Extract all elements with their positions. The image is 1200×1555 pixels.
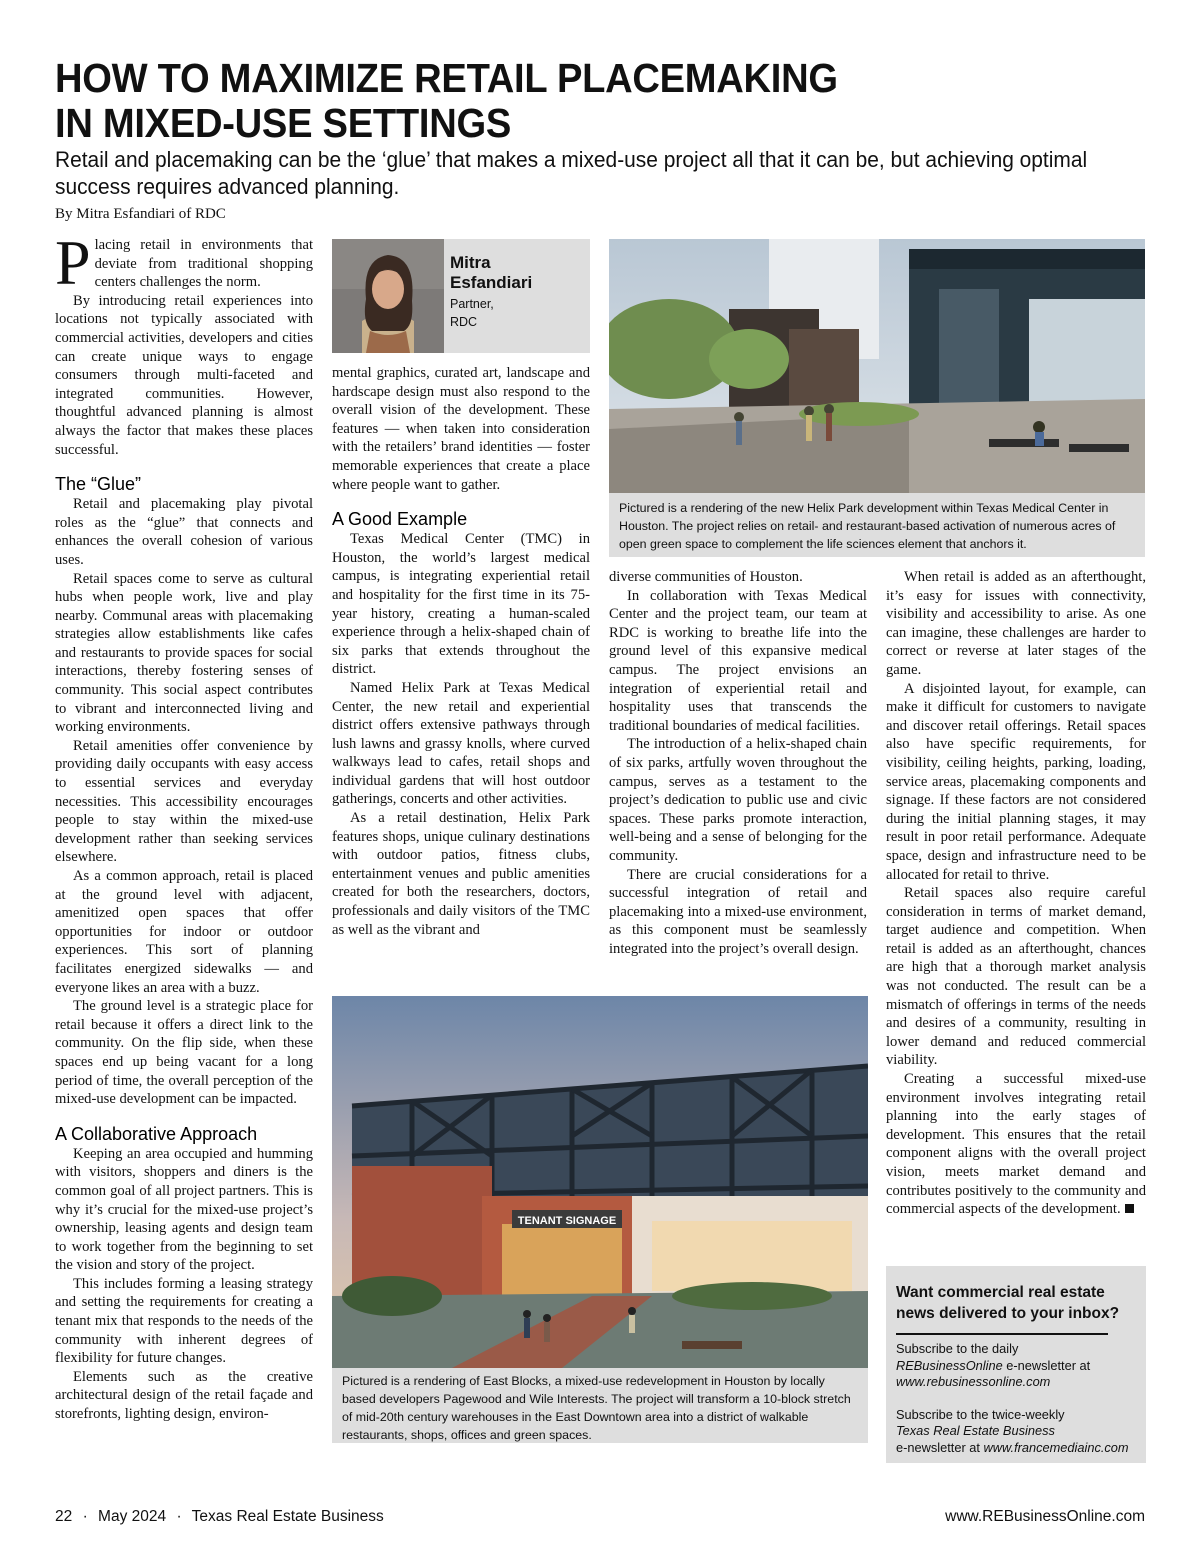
paragraph: Elements such as the creative architectural design of the retail façade and storefronts, lighting design, environ- — [55, 1368, 313, 1423]
column-1 — [55, 227, 313, 1424]
headline — [55, 56, 1078, 146]
newsletter-link[interactable]: www.rebusinessonline.com — [896, 1374, 1051, 1389]
paragraph: The ground level is a strategic place for retail because it offers a direct link to the community. On the flip side, when these spaces end up being vacant for a long period of time, the overall perception of the mixed-use development can be impacted. — [55, 998, 313, 1108]
author-profile — [332, 239, 590, 353]
byline: By Mitra Esfandiari of RDC — [55, 206, 226, 222]
author-name: Mitra Esfandiari — [450, 253, 533, 292]
tenant-signage-text: TENANT SIGNAGE — [517, 1215, 617, 1227]
paragraph: As a retail destination, Helix Park features shops, unique culinary destinations with outdoor patios, fitness clubs, entertainment venues and public amenities created for both the researchers, doctors, professionals and daily visitors of the TMC as well as the vibrant and — [332, 810, 590, 938]
subhead-example: A Good Example — [332, 509, 468, 530]
paragraph: This includes forming a leasing strategy and setting the requirements for creating a tenant mix that responds to the needs of the community with inherent degrees of flexibility for future changes. — [55, 1275, 313, 1367]
paragraph: A disjointed layout, for example, can make it difficult for customers to navigate and discover retail offerings. Retail spaces also have specific requirements, for visibility, ceiling heights, parking, loading, service areas, placemaking components and signage. If these factors are not considered during the initial planning stages, it may result in poor retail performance. Adequate space, design and infrastructure need to be allocated for retail to thrive. — [886, 680, 1146, 883]
publication-name: REBusinessOnline — [896, 1357, 1003, 1373]
page-number: 22 — [55, 1508, 73, 1525]
dek: Retail and placemaking can be the ‘glue’ that makes a mixed-use project all that it can be, but achieving optimal success requires advanced planning. — [55, 147, 1088, 199]
paragraph: By introducing retail experiences into locations not typically associated with commercial activities, developers and cities can create unique ways to engage consumers through multi-faceted and integrated communities. However, thoughtful advanced planning is almost always the factor that makes these places successful. — [55, 292, 313, 458]
column-3 — [609, 568, 867, 958]
paragraph: Creating a successful mixed-use environment involves integrating retail planning into the early stages of development. This ensures that the retail component aligns with the overall project vision, meets market demand and contributes positively to the community and commercial aspects of the development. — [886, 1071, 1146, 1218]
paragraph: mental graphics, curated art, landscape and hardscape design must also respond to the overall vision of the development. These features — when taken into consideration with the retailers’ brand identities — foster memorable experiences that create a place where people want to gather. — [332, 365, 590, 493]
subhead-glue: The “Glue” — [55, 474, 142, 495]
publication-title: Texas Real Estate Business — [191, 1508, 384, 1525]
helix-park-photo — [609, 239, 1145, 493]
newsletter-daily: Subscribe to the daily REBusinessOnline e-newsletter at www.rebusinessonline.com — [896, 1341, 1091, 1389]
paragraph: There are crucial considerations for a successful integration of retail and placemaking into a mixed-use environment, as this component must be seamlessly integrated into the project’s overall design. — [609, 866, 867, 957]
headline-line-1: HOW TO MAXIMIZE RETAIL PLACEMAKING — [55, 55, 838, 101]
publication-name: Texas Real Estate Business — [896, 1423, 1055, 1438]
east-blocks-photo — [332, 996, 868, 1368]
paragraph: The introduction of a helix-shaped chain of six parks, artfully woven throughout the campus, serves as a testament to the project’s dedication to public use and civic spaces. These parks promote interaction, well-being and a sense of belonging for the community. — [609, 736, 867, 864]
newsletter-box — [886, 1266, 1146, 1463]
newsletter-biweekly: Subscribe to the twice-weekly Texas Real Estate Business e-newsletter at www.francemediainc.com — [896, 1406, 1129, 1455]
paragraph: Retail and placemaking play pivotal roles as the “glue” that connects and enhances the overall cohesion of various uses. — [55, 496, 313, 568]
issue-date: May 2024 — [98, 1508, 167, 1525]
newsletter-link[interactable]: www.francemediainc.com — [983, 1439, 1129, 1455]
end-mark — [1125, 1204, 1134, 1213]
paragraph: When retail is added as an afterthought, it’s easy for issues with connectivity, visibility and accessibility to arise. As one can imagine, these challenges are harder to correct or reverse at later stages of the game. — [886, 569, 1146, 678]
author-role: Partner, RDC — [450, 297, 494, 329]
headline-line-2: IN MIXED-USE SETTINGS — [55, 100, 511, 146]
column-2 — [332, 364, 590, 939]
paragraph: Retail amenities offer convenience by providing daily occupants with easy access to essential services and everyday necessities. This accessibility encourages people to stay within the mixed-use development rather than seeking services elsewhere. — [55, 737, 313, 866]
east-blocks-caption: Pictured is a rendering of East Blocks, a mixed-use redevelopment in Houston by locally based developers Pagewood and Wile Interests. The project will transform a 10-block stretch of mid-20th century warehouses in the East Downtown area into a district of walkable restaurants, shops, offices and green spaces. — [332, 1368, 868, 1443]
newsletter-title: Want commercial real estate news delivered to your inbox? — [896, 1284, 1120, 1322]
paragraph: As a common approach, retail is placed at the ground level with adjacent, amenitized open spaces that offer opportunities for indoor or outdoor experiences. This sort of planning facilitates energized sidewalks — and everyone likes an area with a buzz. — [55, 868, 313, 996]
intro-paragraph: Placing retail in environments that deviate from traditional shopping centers challenges the norm. — [55, 227, 313, 298]
paragraph: Texas Medical Center (TMC) in Houston, the world’s largest medical campus, is integrating experiential retail and hospitality for the first time in its 75-year history, creating a human-scaled experience through a helix-shaped chain of six parks that extends throughout the district. — [332, 531, 590, 678]
paragraph: Keeping an area occupied and humming with visitors, shoppers and diners is the common goal of all project partners. This is why it’s crucial for the mixed-use project’s ownership, leasing agents and design team to work together from the beginning to set the vision and story of the project. — [55, 1145, 313, 1274]
paragraph: diverse communities of Houston. — [609, 569, 803, 585]
paragraph: In collaboration with Texas Medical Center and the project team, our team at RDC is working to breathe life into the ground level of this expansive medical campus. The project envisions an integration of experiential retail and hospitality uses that transcends the traditional boundaries of medical facilities. — [609, 587, 867, 734]
helix-park-caption: Pictured is a rendering of the new Helix Park development within Texas Medical Center in Houston. The project relies on retail- and restaurant-based activation of numerous acres of open green space to complement the life sciences element that anchors it. — [609, 493, 1145, 557]
paragraph: Retail spaces also require careful consideration in terms of market demand, target audience and competition. When retail is added as an afterthought, chances are high that a thorough market analysis was not conducted. The result can be a mismatch of offerings in terms of the needs and desires of a community, resulting in lower demand and reduced commercial viability. — [886, 885, 1146, 1069]
paragraph: Named Helix Park at Texas Medical Center, the new retail and experiential district offers extensive pathways through lush lawns and grassy knolls, where curved walkways lead to cafes, retail shops and individual gardens that will host outdoor gatherings, concerts and other activities. — [332, 679, 590, 808]
footer-left: 22 · May 2024 · Texas Real Estate Business — [55, 1508, 384, 1525]
paragraph: Retail spaces come to serve as cultural hubs when people work, live and play nearby. Communal areas with placemaking strategies allow establishments like cafes and restaurants to provide spaces for social interactions, thereby fostering senses of community. This social aspect contributes to vibrant and interconnected living and working environments. — [55, 570, 313, 736]
drop-cap: P — [55, 227, 91, 298]
author-photo — [332, 239, 444, 353]
footer-website[interactable]: www.REBusinessOnline.com — [945, 1508, 1145, 1525]
column-4 — [886, 568, 1146, 1219]
newsletter-divider — [896, 1333, 1108, 1335]
subhead-collaborative: A Collaborative Approach — [55, 1123, 258, 1144]
